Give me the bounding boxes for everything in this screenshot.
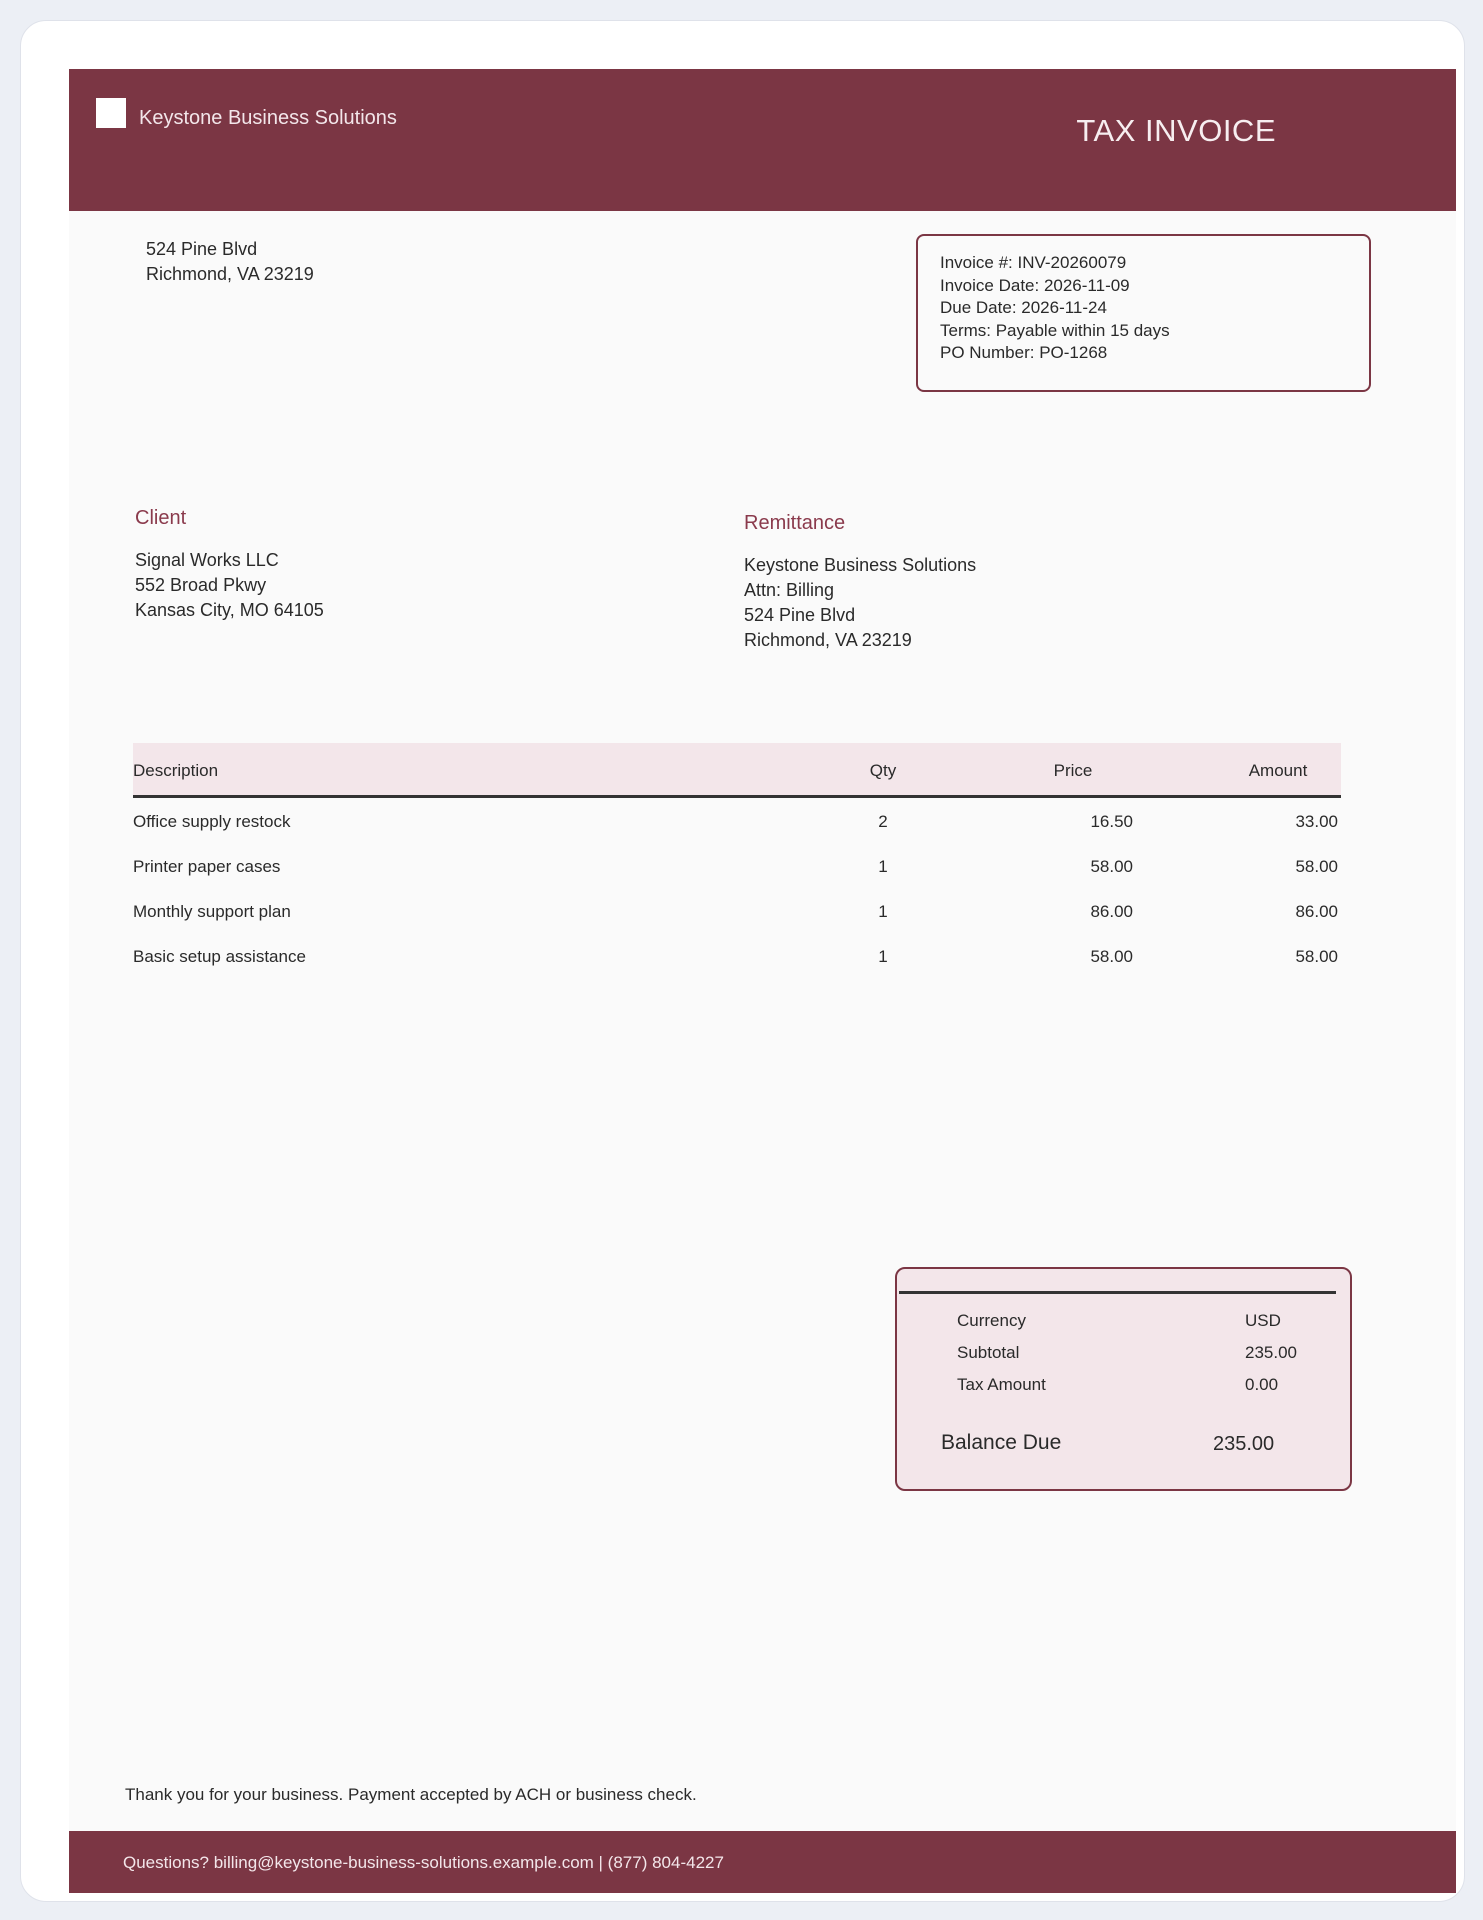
item-qty: 1 <box>878 947 888 966</box>
header-qty: Qty <box>869 761 897 780</box>
subtotal-row <box>957 1343 1300 1363</box>
logo-icon <box>96 98 126 128</box>
subtotal-label: Subtotal <box>957 1343 1020 1362</box>
balance-due-value: 235.00 <box>1213 1433 1275 1455</box>
tax-row <box>957 1375 1300 1395</box>
due-date: Due Date: 2026-11-24 <box>940 298 1107 317</box>
invoice-date: Invoice Date: 2026-11-09 <box>940 275 1130 295</box>
totals-divider <box>899 1291 1336 1294</box>
remittance-section <box>744 512 976 653</box>
item-amount: 58.00 <box>1295 947 1338 966</box>
item-amount: 58.00 <box>1295 857 1338 876</box>
item-description: Basic setup assistance <box>133 947 306 966</box>
client-heading: Client <box>135 507 187 529</box>
address-line: Richmond, VA 23219 <box>146 264 314 284</box>
currency-row <box>957 1311 1300 1331</box>
client-section <box>135 507 324 623</box>
currency-value: USD <box>1245 1311 1281 1330</box>
subtotal-value: 235.00 <box>1245 1343 1297 1362</box>
sender-address <box>146 237 314 287</box>
document-card <box>20 20 1465 1902</box>
table-header <box>133 743 1341 798</box>
address-line: 524 Pine Blvd <box>146 239 258 259</box>
item-qty: 1 <box>878 902 888 921</box>
item-qty: 1 <box>878 857 888 876</box>
invoice-number: Invoice #: INV-20260079 <box>940 253 1127 272</box>
table-row <box>133 933 1341 978</box>
item-description: Office supply restock <box>133 812 291 831</box>
invoice-title: TAX INVOICE <box>1076 113 1276 148</box>
item-price: 58.00 <box>1090 947 1133 966</box>
table-row <box>133 798 1341 843</box>
remittance-heading: Remittance <box>744 512 846 534</box>
client-line: Kansas City, MO 64105 <box>135 600 324 620</box>
item-price: 86.00 <box>1090 902 1133 921</box>
item-description: Monthly support plan <box>133 902 291 921</box>
balance-due-label: Balance Due <box>941 1431 1062 1454</box>
footer-contact: Questions? billing@keystone-business-solutions.example.com | (877) 804-4227 <box>123 1853 724 1872</box>
remittance-line: Keystone Business Solutions <box>744 555 977 575</box>
client-line: 552 Broad Pkwy <box>135 575 267 595</box>
footer-band <box>69 1831 1456 1893</box>
company-name: Keystone Business Solutions <box>139 107 397 129</box>
terms: Terms: Payable within 15 days <box>940 320 1170 340</box>
currency-label: Currency <box>957 1311 1026 1330</box>
table-row <box>133 843 1341 888</box>
header-amount: Amount <box>1248 761 1308 780</box>
header-description: Description <box>133 761 219 780</box>
item-description: Printer paper cases <box>133 857 281 876</box>
invoice-meta-box <box>916 234 1371 392</box>
thank-you-note: Thank you for your business. Payment accepted by ACH or business check. <box>125 1785 697 1804</box>
item-amount: 86.00 <box>1295 902 1338 921</box>
line-items-table <box>133 743 1341 978</box>
totals-box <box>895 1267 1352 1491</box>
header-price: Price <box>1053 761 1093 780</box>
item-qty: 2 <box>878 812 888 831</box>
invoice-page <box>69 69 1456 1893</box>
remittance-line: Richmond, VA 23219 <box>744 630 912 650</box>
remittance-line: 524 Pine Blvd <box>744 605 856 625</box>
item-price: 16.50 <box>1090 812 1133 831</box>
tax-label: Tax Amount <box>957 1375 1046 1394</box>
client-line: Signal Works LLC <box>135 550 279 570</box>
invoice-header <box>69 69 1456 211</box>
item-amount: 33.00 <box>1295 812 1338 831</box>
table-row <box>133 888 1341 933</box>
po-number: PO Number: PO-1268 <box>940 343 1108 362</box>
remittance-line: Attn: Billing <box>744 580 835 600</box>
tax-value: 0.00 <box>1245 1375 1279 1394</box>
item-price: 58.00 <box>1090 857 1133 876</box>
